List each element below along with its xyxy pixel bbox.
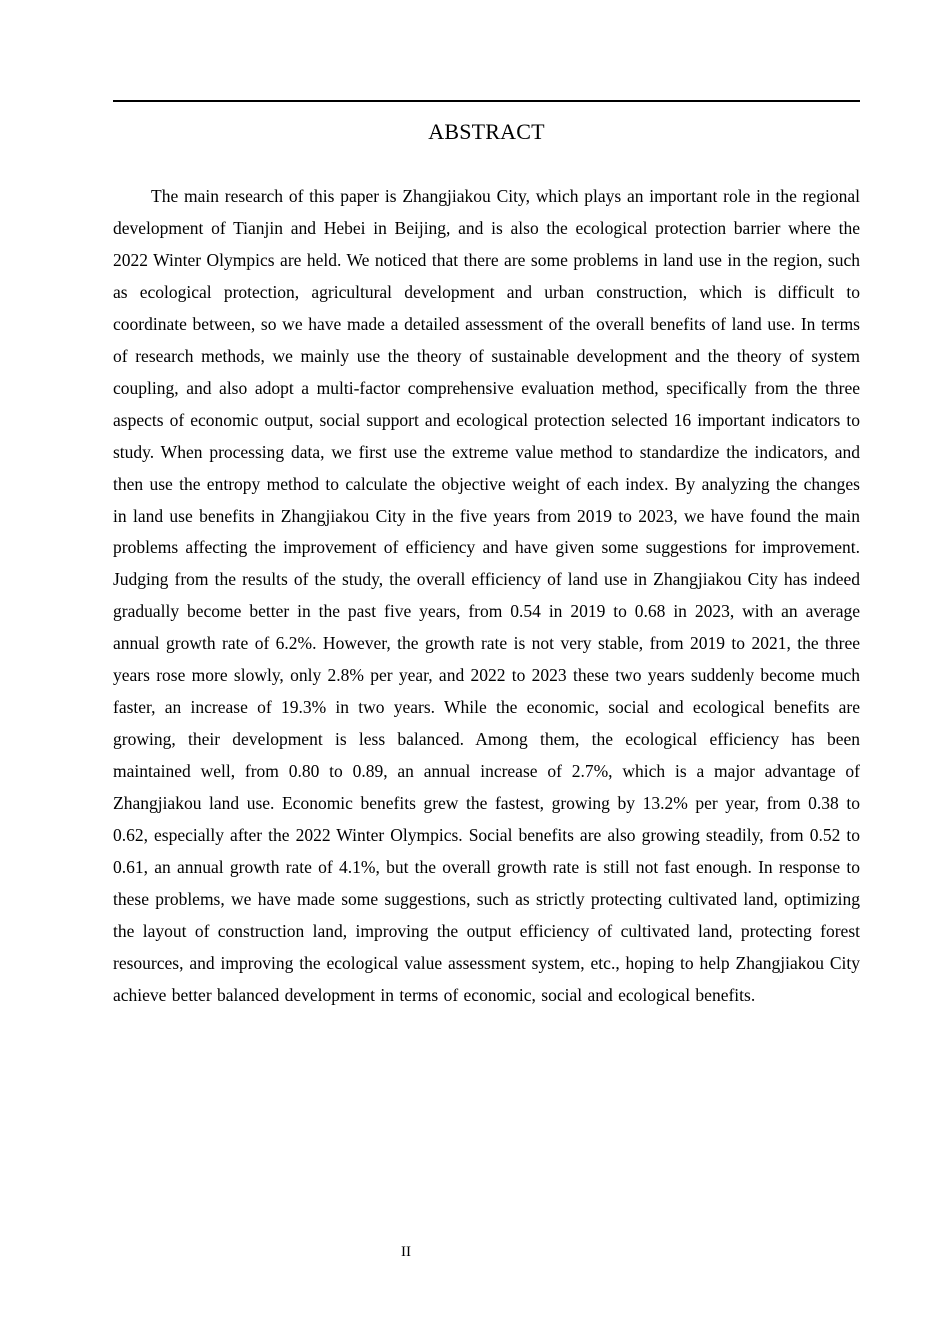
header-rule — [113, 100, 860, 102]
abstract-body: The main research of this paper is Zhangjiakou City, which plays an important role in the regional development of Tianjin and Hebei in Beijing, and is also the ecological protection barrier where the 2022 Winter Olympics are held. We noticed that there are some problems in land use in the region, such as ecological protection, agricultural development and urban construction, which is difficult to coordinate between, so we have made a detailed assessment of the overall benefits of land use. In terms of research methods, we mainly use the theory of sustainable development and the theory of system coupling, and also adopt a multi-factor comprehensive evaluation method, specifically from the three aspects of economic output, social support and ecological protection selected 16 important indicators to study. When processing data, we first use the extreme value method to standardize the indicators, and then use the entropy method to calculate the objective weight of each index. By analyzing the changes in land use benefits in Zhangjiakou City in the five years from 2019 to 2023, we have found the main problems affecting the improvement of efficiency and have given some suggestions for improvement. Judging from the results of the study, the overall efficiency of land use in Zhangjiakou City has indeed gradually become better in the past five years, from 0.54 in 2019 to 0.68 in 2023, with an average annual growth rate of 6.2%. However, the growth rate is not very stable, from 2019 to 2021, the three years rose more slowly, only 2.8% per year, and 2022 to 2023 these two years suddenly become much faster, an increase of 19.3% in two years. While the economic, social and ecological benefits are growing, their development is less balanced. Among them, the ecological efficiency has been maintained well, from 0.80 to 0.89, an annual increase of 2.7%, which is a major advantage of Zhangjiakou land use. Economic benefits grew the fastest, growing by 13.2% per year, from 0.38 to 0.62, especially after the 2022 Winter Olympics. Social benefits are also growing steadily, from 0.52 to 0.61, an annual growth rate of 4.1%, but the overall growth rate is still not fast enough. In response to these problems, we have made some suggestions, such as strictly protecting cultivated land, optimizing the layout of construction land, improving the output efficiency of cultivated land, protecting forest resources, and improving the ecological value assessment system, etc., hoping to help Zhangjiakou City achieve better balanced development in terms of economic, social and ecological benefits. — [113, 186, 860, 1005]
page-number: II — [401, 1244, 411, 1260]
abstract-title: ABSTRACT — [428, 119, 545, 144]
